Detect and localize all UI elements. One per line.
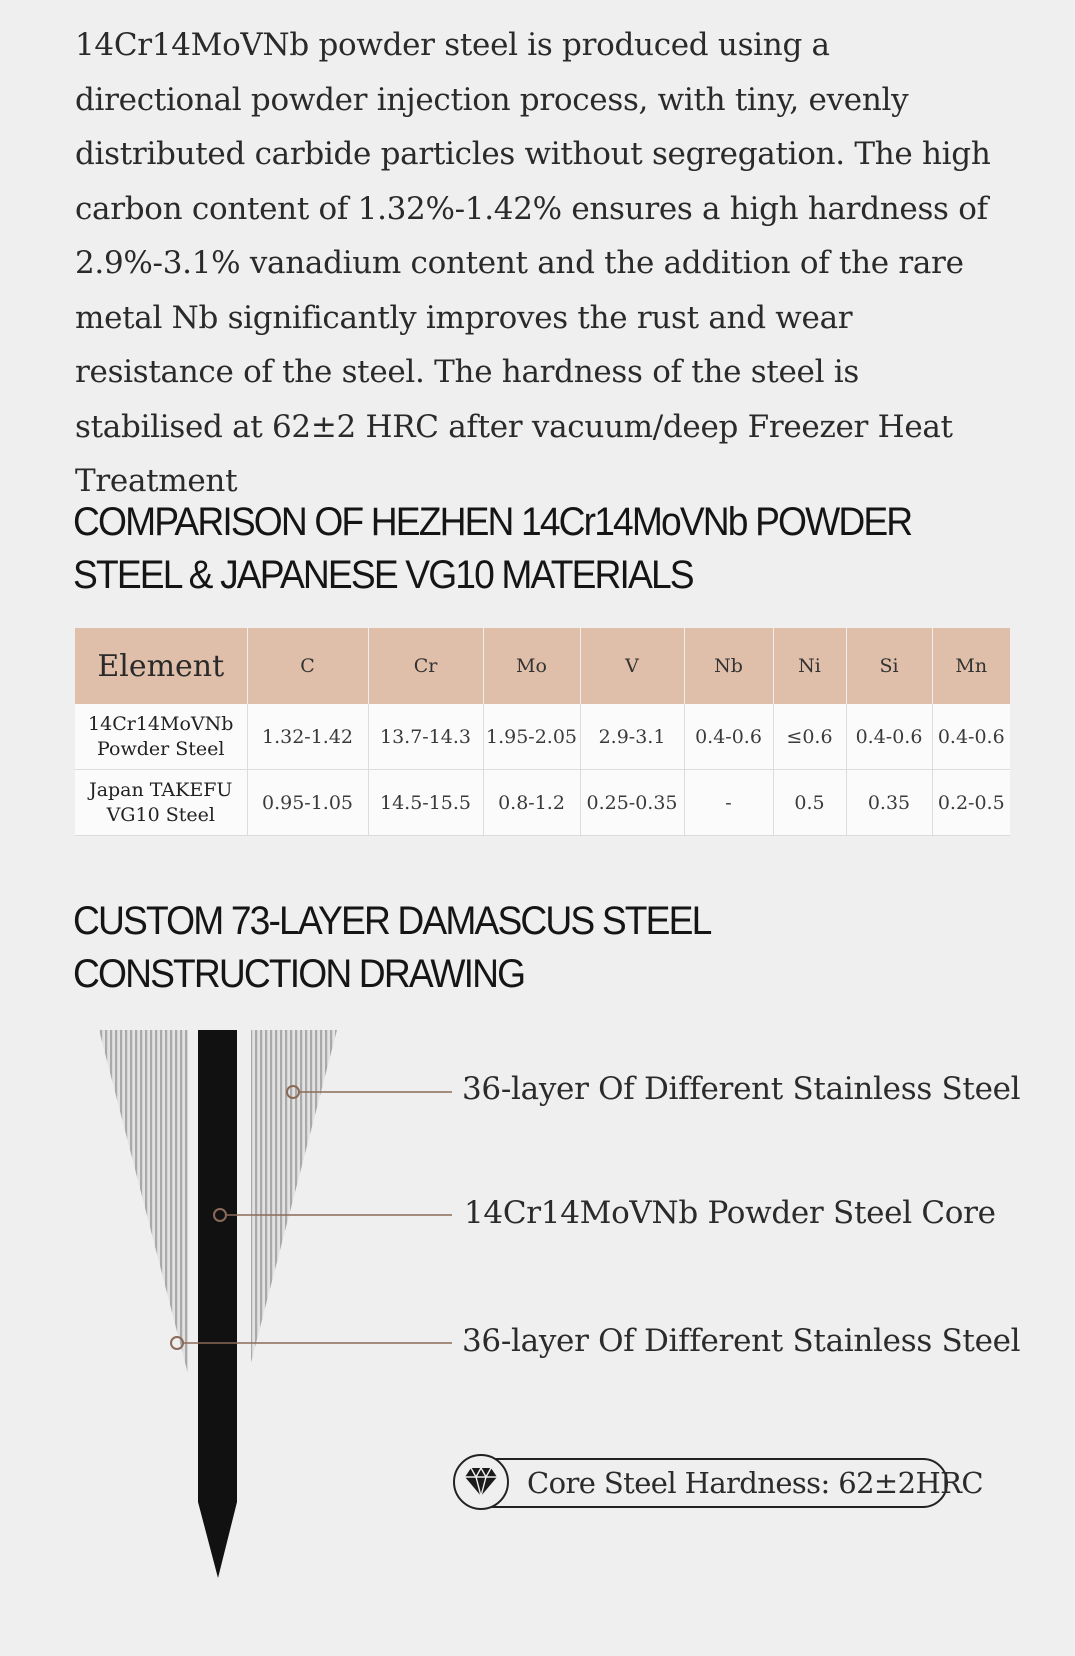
table-row bbox=[75, 704, 1010, 770]
table-cell: 0.4-0.6 bbox=[684, 704, 773, 770]
label-outer-layers-bottom: 36-layer Of Different Stainless Steel bbox=[462, 1323, 1021, 1359]
table-cell: ≤0.6 bbox=[773, 704, 846, 770]
header-element: Element bbox=[75, 628, 247, 704]
construction-title-line2: CONSTRUCTION DRAWING bbox=[73, 952, 525, 996]
header-v: V bbox=[580, 628, 684, 704]
table-cell: 1.32-1.42 bbox=[247, 704, 368, 770]
header-si: Si bbox=[846, 628, 932, 704]
row-label-line2: VG10 Steel bbox=[106, 803, 215, 826]
construction-title bbox=[73, 895, 947, 1001]
table-cell: 1.95-2.05 bbox=[483, 704, 580, 770]
table-cell: 13.7-14.3 bbox=[368, 704, 483, 770]
header-c: C bbox=[247, 628, 368, 704]
diamond-icon bbox=[453, 1454, 509, 1510]
table-cell: 0.4-0.6 bbox=[846, 704, 932, 770]
row-label-line1: Japan TAKEFU bbox=[89, 778, 233, 801]
header-mo: Mo bbox=[483, 628, 580, 704]
comparison-title bbox=[73, 496, 947, 602]
table-cell: 2.9-3.1 bbox=[580, 704, 684, 770]
intro-paragraph: 14Cr14MoVNb powder steel is produced using a directional powder injection process, with tiny, evenly distributed carbide particles without segregation. The high carbon content of 1.32%-1.42% ensures a high hardness of 2.9%-3.1% vanadium content and the addition of the rare metal Nb significantly improves the rust and wear resistance of the steel. The hardness of the steel is stabilised at 62±2 HRC after vacuum/deep Freezer Heat Treatment bbox=[75, 27, 991, 499]
hardness-text: Core Steel Hardness: 62±2HRC bbox=[527, 1466, 983, 1500]
row-label-line1: 14Cr14MoVNb bbox=[88, 712, 234, 735]
construction-title-line1: CUSTOM 73-LAYER DAMASCUS STEEL bbox=[73, 899, 711, 943]
table-cell: 0.95-1.05 bbox=[247, 770, 368, 836]
header-nb: Nb bbox=[684, 628, 773, 704]
table-cell: 0.5 bbox=[773, 770, 846, 836]
label-outer-layers-top: 36-layer Of Different Stainless Steel bbox=[462, 1071, 1021, 1107]
table-cell: 0.25-0.35 bbox=[580, 770, 684, 836]
hardness-badge bbox=[455, 1458, 983, 1508]
table-cell: 0.8-1.2 bbox=[483, 770, 580, 836]
blade-cross-section-diagram bbox=[0, 1030, 460, 1590]
table-cell: 0.2-0.5 bbox=[932, 770, 1010, 836]
table-cell: - bbox=[684, 770, 773, 836]
table-row bbox=[75, 770, 1010, 836]
comparison-title-line1: COMPARISON OF HEZHEN 14Cr14MoVNb POWDER bbox=[73, 500, 912, 544]
row-label-line2: Powder Steel bbox=[97, 737, 225, 760]
label-core: 14Cr14MoVNb Powder Steel Core bbox=[464, 1195, 996, 1231]
row-label bbox=[75, 704, 247, 770]
header-cr: Cr bbox=[368, 628, 483, 704]
comparison-table bbox=[75, 628, 1010, 836]
row-label bbox=[75, 770, 247, 836]
table-header-row bbox=[75, 628, 1010, 704]
table-cell: 0.4-0.6 bbox=[932, 704, 1010, 770]
comparison-title-line2: STEEL & JAPANESE VG10 MATERIALS bbox=[73, 553, 693, 597]
header-ni: Ni bbox=[773, 628, 846, 704]
core-steel-shape bbox=[198, 1030, 237, 1578]
table-cell: 0.35 bbox=[846, 770, 932, 836]
header-mn: Mn bbox=[932, 628, 1010, 704]
table-cell: 14.5-15.5 bbox=[368, 770, 483, 836]
